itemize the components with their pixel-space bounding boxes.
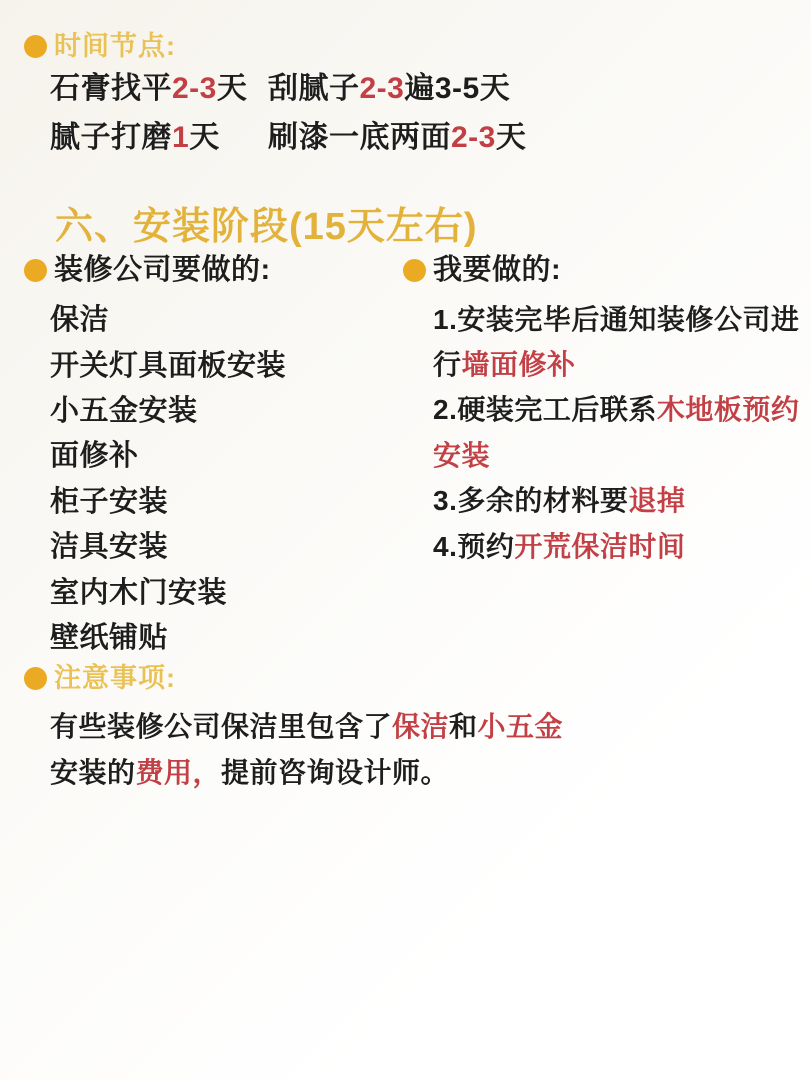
my-task-line — [433, 340, 801, 385]
text-segment: 刮腻子 — [268, 72, 360, 105]
highlight-text: 小五金 — [477, 711, 564, 743]
text-segment: 安装的 — [50, 757, 136, 789]
notes-header — [24, 663, 801, 693]
highlight-text: 开荒保洁时间 — [514, 530, 686, 562]
text-segment: 腻子打磨 — [50, 121, 172, 154]
text-segment: 3.多余的材料要 — [433, 485, 629, 517]
text-segment: 1.安装完毕后通知装修公司进 — [433, 303, 800, 335]
notes-line — [50, 702, 801, 748]
company-task-item: 壁纸铺贴 — [50, 621, 169, 654]
my-task-line — [433, 431, 801, 476]
text-segment: 有些装修公司保洁里包含了 — [50, 711, 393, 743]
time-entry-putty-scraping — [268, 71, 801, 107]
company-tasks-column — [24, 254, 403, 658]
text-segment: 天 — [216, 72, 248, 105]
bullet-dot-icon — [24, 259, 47, 282]
text-segment: 行 — [433, 349, 462, 381]
highlight-text: 安装 — [433, 439, 491, 471]
time-section — [24, 31, 801, 156]
text-segment: 和 — [449, 711, 478, 743]
highlight-text: 墙面修补 — [461, 349, 576, 381]
highlight-text: 退掉 — [628, 485, 686, 517]
text-segment: 天 — [189, 121, 220, 154]
my-tasks-column — [403, 254, 801, 658]
time-table — [50, 71, 801, 156]
highlight-text: 2-3 — [451, 121, 496, 154]
highlight-text: 木地板预约 — [656, 394, 800, 426]
my-task-line — [433, 522, 801, 567]
bullet-dot-icon — [403, 259, 426, 282]
text-segment: 石膏找平 — [50, 72, 172, 105]
company-task-item: 柜子安装 — [50, 485, 169, 518]
company-task-item: 室内木门安装 — [50, 576, 228, 609]
time-entry-painting — [268, 120, 801, 156]
text-segment: 天 — [495, 121, 527, 154]
bullet-dot-icon — [24, 35, 47, 58]
company-tasks-header — [24, 254, 403, 286]
highlight-text: 费用， — [135, 757, 222, 789]
text-segment: 2.硬装完工后联系 — [433, 394, 657, 426]
notes-heading: 注意事项: — [54, 663, 176, 694]
my-task-line — [433, 386, 801, 431]
company-task-item: 保洁 — [50, 304, 110, 337]
my-tasks-header — [403, 254, 801, 286]
company-tasks-list — [50, 295, 403, 658]
time-section-heading: 时间节点: — [54, 31, 176, 61]
highlight-text: 2-3 — [359, 72, 405, 105]
company-task-item: 开关灯具面板安装 — [50, 349, 287, 382]
time-entry-plaster-leveling — [50, 71, 268, 107]
text-segment: 4.预约 — [433, 530, 515, 562]
install-stage-title: 六、安装阶段(15天左右) — [55, 206, 478, 248]
my-tasks-list — [433, 295, 801, 567]
my-tasks-heading: 我要做的: — [433, 254, 562, 286]
company-task-item: 面修补 — [50, 440, 139, 473]
text-segment: 遍3-5天 — [404, 72, 511, 105]
company-tasks-heading: 装修公司要做的: — [54, 254, 271, 286]
notes-section — [24, 663, 801, 794]
bullet-dot-icon — [24, 667, 47, 690]
highlight-text: 保洁 — [392, 711, 450, 743]
text-segment: 刷漆一底两面 — [268, 121, 451, 154]
notes-line — [50, 748, 801, 794]
text-segment: 提前咨询设计师。 — [221, 757, 450, 789]
time-entry-putty-sanding — [50, 120, 268, 156]
install-columns — [24, 254, 801, 658]
highlight-text: 2-3 — [172, 72, 217, 105]
time-section-header — [24, 31, 801, 61]
company-task-item: 洁具安装 — [50, 531, 169, 564]
highlight-text: 1 — [172, 121, 190, 154]
notes-paragraph — [50, 702, 801, 794]
my-task-line — [433, 295, 801, 340]
company-task-item: 小五金安装 — [50, 394, 198, 427]
my-task-line — [433, 477, 801, 522]
